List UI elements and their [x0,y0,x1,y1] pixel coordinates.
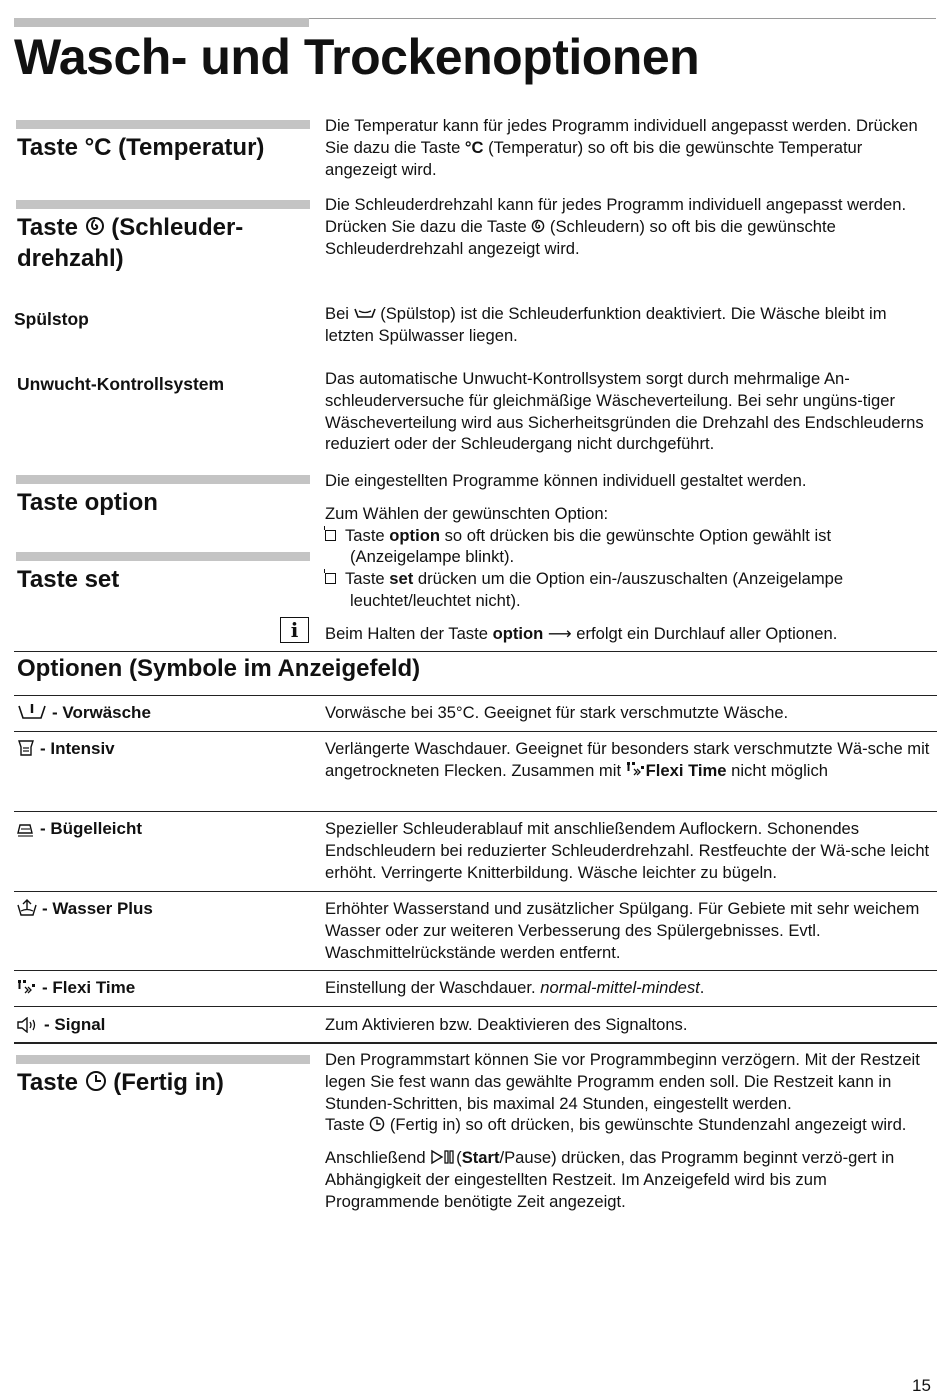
divider [14,731,937,732]
option-label-prewash: - Vorwäsche [17,703,151,723]
divider [14,695,937,696]
divider [14,891,937,892]
bullet-icon [325,530,336,541]
temperature-text: Die Temperatur kann für jedes Programm individuell angepasst werden. Drücken Sie dazu die Taste °C (Temperatur) so oft bis die gewünschte Temperatur angezeigt wird. [325,116,918,179]
info-icon: i [280,617,309,643]
page-number: 15 [912,1376,931,1395]
prewash-icon [17,703,47,721]
page-title: Wasch- und Trockenoptionen [14,29,700,85]
heading-imbalance-control: Unwucht-Kontrollsystem [17,374,225,394]
divider [14,811,937,812]
imbalance-control-text: Das automatische Unwucht-Kontrollsystem sorgt durch mehrmalige An-schleuderversuche für gleichmäßige Wäscheverteilung. Bei sehr ungüns-tiger Wäscheverteilung wird aus Sicherheitsgründen die Drehzahl des Endschleuderns reduziert oder der Schleudergang nicht durchgeführt. [325,369,924,454]
bullet-icon [325,573,336,584]
section-bar [16,475,310,484]
section-bar [16,120,310,129]
heading-finish-in: Taste (Fertig in) [17,1069,224,1096]
flexi-time-icon [17,978,37,996]
section-bar [16,200,310,209]
title-bar-accent [14,18,309,27]
spin-icon [531,219,545,233]
option-text-flexi-time: Einstellung der Waschdauer. normal-mittel-mindest. [325,978,705,997]
divider [14,1042,937,1044]
water-plus-icon [17,899,37,917]
option-text-intensive: Verlängerte Waschdauer. Geeignet für besonders stark verschmutzte Wä-sche mit angetrockneten Flecken. Zusammen mit Flexi Time nicht möglich [325,739,930,780]
option-text-prewash: Vorwäsche bei 35°C. Geeignet für stark verschmutzte Wäsche. [325,703,789,722]
speaker-icon [17,1017,39,1033]
heading-option: Taste option [17,489,158,516]
intensive-icon [17,739,35,757]
option-label-water-plus: - Wasser Plus [17,899,153,919]
divider [14,970,937,971]
start-pause-icon [430,1149,456,1165]
clock-icon [85,1070,107,1092]
option-set-text: Die eingestellten Programme können individuell gestaltet werden. Zum Wählen der gewünschten Option: Taste option so oft drücken bis die gewünschte Option gewählt ist (Anzeigelampe blinkt). Taste set drücken um die Option ein-/auszuschalten (Anzeigelampe leuchtet/leuchtet nicht). Beim Halten der Taste option ⟶ erfolgt ein Durchlauf aller Optionen. [325,470,935,645]
list-item: Taste option so oft drücken bis die gewünschte Option gewählt ist (Anzeigelampe blinkt). [325,525,935,569]
iron-icon [17,821,35,837]
option-text-easy-iron: Spezieller Schleuderablauf mit anschließendem Auflockern. Schonendes Endschleudern bei reduzierter Schleuderdrehzahl. Restfeuchte der Wä-sche leicht erhöht. Verringerte Knitterbildung. Wäsche leichter zu bügeln. [325,819,930,882]
options-section-title: Optionen (Symbole im Anzeigefeld) [17,655,421,682]
rinse-hold-icon [354,307,376,319]
option-label-easy-iron: - Bügelleicht [17,819,142,839]
section-bar [16,552,310,561]
heading-spin-speed: Taste (Schleuder- drehzahl) [17,214,244,272]
option-text-water-plus: Erhöhter Wasserstand und zusätzlicher Spülgang. Für Gebiete mit sehr weichem Wasser oder zur weiteren Verbesserung des Spülergebnisses. Evtl. Waschmittelrückstände werden entfernt. [325,899,920,962]
option-label-flexi-time: - Flexi Time [17,978,135,998]
flexi-time-icon [626,761,646,777]
title-rule [309,18,936,19]
clock-icon [369,1116,385,1132]
list-item: Taste set drücken um die Option ein-/auszuschalten (Anzeigelampe leuchtet/leuchtet nicht). [325,568,935,612]
rinse-hold-text: Bei (Spülstop) ist die Schleuderfunktion deaktiviert. Die Wäsche bleibt im letzten Spülwasser liegen. [325,304,887,345]
finish-in-text: Den Programmstart können Sie vor Programmbeginn verzögern. Mit der Restzeit legen Sie fest wann das gewählte Programm enden soll. Die Restzeit kann in Stunden-Schritten, bis maximal 24 Stunden, eingestellt werden. Taste (Fertig in) so oft drücken, bis gewünschte Stundenzahl angezeigt wird. Anschließend (Start/Pause) drücken, das Programm beginnt verzö-gert in Abhängigkeit der eingestellten Restzeit. Im Anzeigefeld wird bis zum Programmende benötigte Zeit angezeigt. [325,1050,920,1211]
heading-set: Taste set [17,566,120,593]
heading-rinse-hold: Spülstop [14,309,89,329]
spin-icon [85,216,105,236]
divider [14,1006,937,1007]
option-text-signal: Zum Aktivieren bzw. Deaktivieren des Signaltons. [325,1015,688,1034]
section-bar [16,1055,310,1064]
option-label-intensive: - Intensiv [17,739,115,759]
option-label-signal: - Signal [17,1015,105,1035]
divider [14,651,937,652]
heading-temperature: Taste °C (Temperatur) [17,134,265,161]
spin-speed-text: Die Schleuderdrehzahl kann für jedes Programm individuell angepasst werden. Drücken Sie dazu die Taste (Schleudern) so oft bis die gewünschte Schleuderdrehzahl angezeigt wird. [325,195,907,258]
